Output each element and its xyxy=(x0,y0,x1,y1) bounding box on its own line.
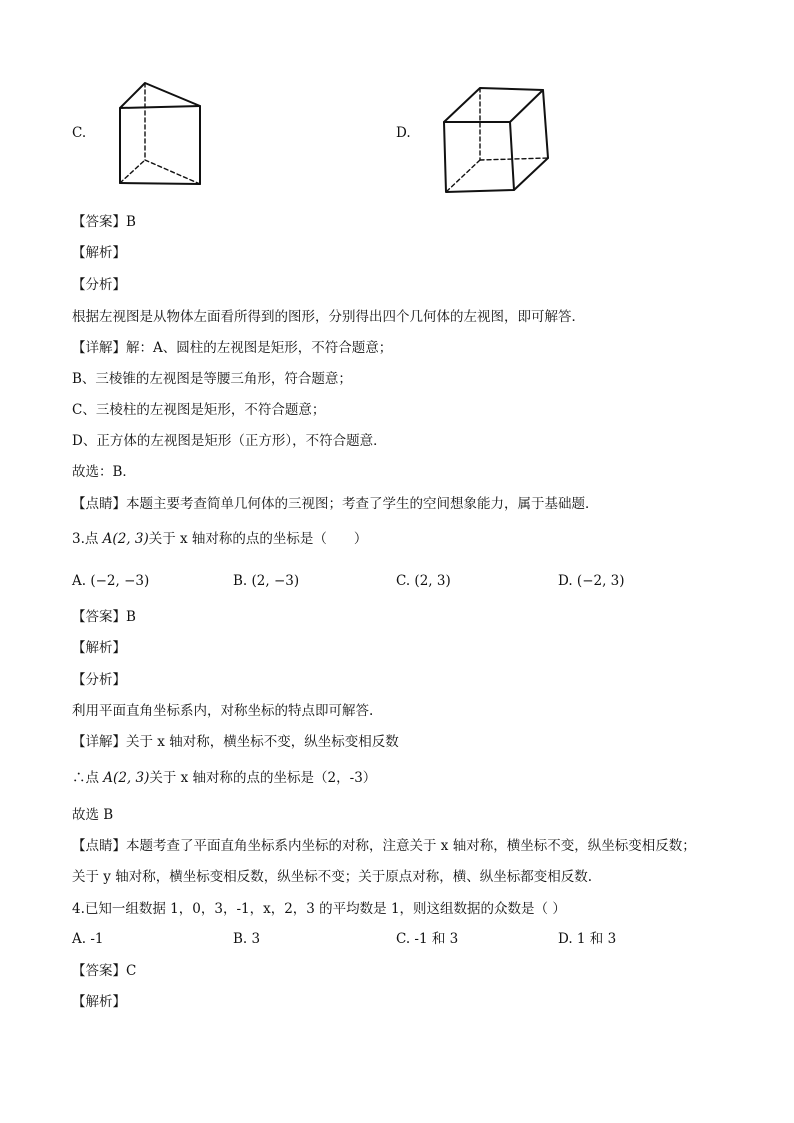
triangular-prism-icon xyxy=(112,78,207,190)
q3-option-b: B. (2, −3) xyxy=(233,573,300,589)
q4-analysis-heading: 【解析】 xyxy=(72,994,126,1010)
q3-comment-1: 【点睛】本题考查了平面直角坐标系内坐标的对称，注意关于 x 轴对称，横坐标不变，纵坐标变相反数； xyxy=(72,838,696,854)
q2-fenxi-heading: 【分析】 xyxy=(72,277,126,293)
q3-stem-point: A(2, 3) xyxy=(102,531,149,547)
q2-detail-3: C、三棱柱的左视图是矩形，不符合题意； xyxy=(72,402,326,418)
q4-option-c: C. -1 和 3 xyxy=(396,931,459,947)
q4-stem: 4.已知一组数据 1，0，3，-1，x，2，3 的平均数是 1，则这组数据的众数是（ ） xyxy=(72,901,566,917)
q3-stem-prefix: 3.点 xyxy=(72,531,103,547)
q3-choose: 故选 B xyxy=(72,807,114,823)
q2-choose: 故选：B． xyxy=(72,464,136,480)
q3-option-c: C. (2, 3) xyxy=(396,573,451,589)
option-d-label: D. xyxy=(396,125,411,141)
q2-detail-1: 【详解】解：A、圆柱的左视图是矩形，不符合题意； xyxy=(72,340,393,356)
q4-option-b: B. 3 xyxy=(233,931,261,947)
q3-detail-1: 【详解】关于 x 轴对称，横坐标不变，纵坐标变相反数 xyxy=(72,734,399,750)
q4-option-a: A. -1 xyxy=(72,931,104,947)
q3-analysis-heading: 【解析】 xyxy=(72,640,126,656)
q3-comment-2: 关于 y 轴对称，横坐标变相反数，纵坐标不变；关于原点对称，横、纵坐标都变相反数. xyxy=(72,869,592,885)
q2-comment: 【点睛】本题主要考查简单几何体的三视图；考查了学生的空间想象能力，属于基础题． xyxy=(72,496,599,512)
q3-fenxi-heading: 【分析】 xyxy=(72,672,126,688)
q3-stem-suffix: 关于 x 轴对称的点的坐标是（ ） xyxy=(148,531,368,547)
q2-answer: 【答案】B xyxy=(72,214,136,230)
q3-answer: 【答案】B xyxy=(72,609,136,625)
q3-detail-2-prefix: ∴点 xyxy=(72,770,104,786)
q3-stem xyxy=(72,529,367,549)
q3-detail-2-point: A(2, 3) xyxy=(103,770,150,786)
q3-option-d: D. (−2, 3) xyxy=(558,573,625,589)
q2-detail-2: B、三棱锥的左视图是等腰三角形，符合题意； xyxy=(72,371,352,387)
q2-detail-4: D、正方体的左视图是矩形（正方形），不符合题意． xyxy=(72,433,387,449)
q3-option-a: A. (−2, −3) xyxy=(72,573,150,589)
q3-detail-2 xyxy=(72,768,376,788)
q2-analysis-heading: 【解析】 xyxy=(72,245,126,261)
q2-fenxi-text: 根据左视图是从物体左面看所得到的图形，分别得出四个几何体的左视图，即可解答． xyxy=(72,309,585,325)
q3-fenxi-text: 利用平面直角坐标系内，对称坐标的特点即可解答. xyxy=(72,703,374,719)
q4-answer: 【答案】C xyxy=(72,963,137,979)
q3-detail-2-suffix: 关于 x 轴对称的点的坐标是（2，-3） xyxy=(149,770,377,786)
cube-icon xyxy=(438,82,553,200)
option-c-label: C. xyxy=(72,125,87,141)
q4-option-d: D. 1 和 3 xyxy=(558,931,617,947)
